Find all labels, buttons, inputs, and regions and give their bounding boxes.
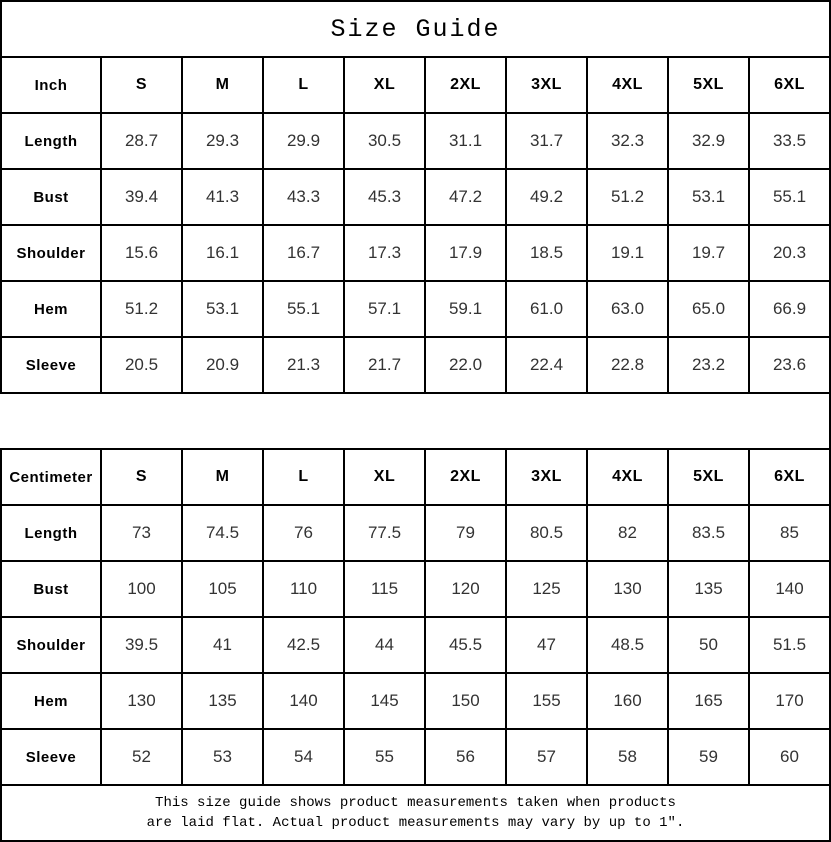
size-value-cell: 53 (182, 729, 263, 785)
size-header-row (1, 449, 830, 505)
table-row (1, 505, 830, 561)
measurement-label-cell: Hem (1, 673, 101, 729)
measurement-label-cell: Length (1, 505, 101, 561)
measurement-label-cell: Shoulder (1, 617, 101, 673)
table-row (1, 617, 830, 673)
size-value-cell: 15.6 (101, 225, 182, 281)
size-value-cell: 41.3 (182, 169, 263, 225)
size-value-cell: 22.4 (506, 337, 587, 393)
size-value-cell: 44 (344, 617, 425, 673)
size-value-cell: 59.1 (425, 281, 506, 337)
size-value-cell: 32.9 (668, 113, 749, 169)
size-value-cell: 125 (506, 561, 587, 617)
size-value-cell: 66.9 (749, 281, 830, 337)
size-value-cell: 20.5 (101, 337, 182, 393)
centimeter-size-table (0, 448, 831, 842)
unit-label-cell: Inch (1, 57, 101, 113)
size-value-cell: 57.1 (344, 281, 425, 337)
size-value-cell: 110 (263, 561, 344, 617)
size-value-cell: 115 (344, 561, 425, 617)
size-value-cell: 73 (101, 505, 182, 561)
size-value-cell: 20.9 (182, 337, 263, 393)
size-value-cell: 55.1 (749, 169, 830, 225)
size-value-cell: 19.7 (668, 225, 749, 281)
size-value-cell: 100 (101, 561, 182, 617)
page-title: Size Guide (1, 1, 830, 57)
size-value-cell: 130 (101, 673, 182, 729)
size-value-cell: 60 (749, 729, 830, 785)
table-gap (0, 394, 831, 448)
size-value-cell: 160 (587, 673, 668, 729)
size-value-cell: 31.1 (425, 113, 506, 169)
size-header-cell: M (182, 57, 263, 113)
size-value-cell: 33.5 (749, 113, 830, 169)
size-value-cell: 57 (506, 729, 587, 785)
measurement-label-cell: Shoulder (1, 225, 101, 281)
size-header-cell: S (101, 57, 182, 113)
size-value-cell: 48.5 (587, 617, 668, 673)
size-value-cell: 130 (587, 561, 668, 617)
size-value-cell: 49.2 (506, 169, 587, 225)
measurement-label-cell: Hem (1, 281, 101, 337)
size-header-cell: L (263, 57, 344, 113)
size-header-cell: 3XL (506, 449, 587, 505)
size-value-cell: 39.4 (101, 169, 182, 225)
size-value-cell: 21.3 (263, 337, 344, 393)
table-row (1, 113, 830, 169)
size-header-cell: 4XL (587, 57, 668, 113)
measurement-label-cell: Bust (1, 561, 101, 617)
note-row (1, 785, 830, 841)
size-header-cell: M (182, 449, 263, 505)
size-value-cell: 42.5 (263, 617, 344, 673)
size-value-cell: 54 (263, 729, 344, 785)
size-value-cell: 77.5 (344, 505, 425, 561)
size-value-cell: 135 (182, 673, 263, 729)
size-value-cell: 29.3 (182, 113, 263, 169)
size-value-cell: 30.5 (344, 113, 425, 169)
size-value-cell: 55.1 (263, 281, 344, 337)
size-header-cell: 4XL (587, 449, 668, 505)
size-value-cell: 39.5 (101, 617, 182, 673)
size-value-cell: 76 (263, 505, 344, 561)
size-header-row (1, 57, 830, 113)
size-header-cell: L (263, 449, 344, 505)
size-value-cell: 120 (425, 561, 506, 617)
size-value-cell: 165 (668, 673, 749, 729)
measurement-label-cell: Sleeve (1, 729, 101, 785)
size-value-cell: 19.1 (587, 225, 668, 281)
size-value-cell: 16.7 (263, 225, 344, 281)
size-header-cell: 2XL (425, 57, 506, 113)
size-value-cell: 20.3 (749, 225, 830, 281)
size-value-cell: 43.3 (263, 169, 344, 225)
size-value-cell: 51.2 (101, 281, 182, 337)
size-value-cell: 50 (668, 617, 749, 673)
size-value-cell: 170 (749, 673, 830, 729)
size-value-cell: 61.0 (506, 281, 587, 337)
size-value-cell: 63.0 (587, 281, 668, 337)
size-value-cell: 135 (668, 561, 749, 617)
size-value-cell: 105 (182, 561, 263, 617)
measurement-label-cell: Length (1, 113, 101, 169)
table-row (1, 337, 830, 393)
table-row (1, 561, 830, 617)
size-value-cell: 79 (425, 505, 506, 561)
size-value-cell: 59 (668, 729, 749, 785)
unit-label-cell: Centimeter (1, 449, 101, 505)
size-header-cell: 2XL (425, 449, 506, 505)
size-value-cell: 29.9 (263, 113, 344, 169)
size-value-cell: 150 (425, 673, 506, 729)
size-value-cell: 47.2 (425, 169, 506, 225)
table-row (1, 729, 830, 785)
size-value-cell: 47 (506, 617, 587, 673)
size-value-cell: 155 (506, 673, 587, 729)
size-value-cell: 21.7 (344, 337, 425, 393)
inch-table-body (1, 57, 830, 393)
centimeter-table-body (1, 449, 830, 785)
size-value-cell: 83.5 (668, 505, 749, 561)
size-value-cell: 45.5 (425, 617, 506, 673)
size-value-cell: 140 (263, 673, 344, 729)
title-row (1, 1, 830, 57)
measurement-label-cell: Bust (1, 169, 101, 225)
table-row (1, 281, 830, 337)
size-value-cell: 16.1 (182, 225, 263, 281)
size-value-cell: 82 (587, 505, 668, 561)
size-value-cell: 23.2 (668, 337, 749, 393)
size-header-cell: 3XL (506, 57, 587, 113)
size-value-cell: 74.5 (182, 505, 263, 561)
size-value-cell: 53.1 (182, 281, 263, 337)
size-header-cell: 6XL (749, 57, 830, 113)
size-value-cell: 51.5 (749, 617, 830, 673)
size-value-cell: 31.7 (506, 113, 587, 169)
inch-size-table (0, 0, 831, 394)
note-line-1: This size guide shows product measurements taken when products (155, 795, 676, 811)
size-value-cell: 22.8 (587, 337, 668, 393)
size-header-cell: 5XL (668, 57, 749, 113)
table-row (1, 673, 830, 729)
measurement-label-cell: Sleeve (1, 337, 101, 393)
size-header-cell: 6XL (749, 449, 830, 505)
size-value-cell: 17.9 (425, 225, 506, 281)
size-value-cell: 53.1 (668, 169, 749, 225)
size-value-cell: 41 (182, 617, 263, 673)
size-value-cell: 52 (101, 729, 182, 785)
size-value-cell: 80.5 (506, 505, 587, 561)
size-value-cell: 58 (587, 729, 668, 785)
size-value-cell: 22.0 (425, 337, 506, 393)
size-value-cell: 18.5 (506, 225, 587, 281)
size-value-cell: 65.0 (668, 281, 749, 337)
size-value-cell: 45.3 (344, 169, 425, 225)
note-line-2: are laid flat. Actual product measurements may vary by up to 1″. (146, 815, 685, 831)
size-value-cell: 17.3 (344, 225, 425, 281)
size-value-cell: 55 (344, 729, 425, 785)
size-value-cell: 28.7 (101, 113, 182, 169)
size-value-cell: 56 (425, 729, 506, 785)
size-header-cell: S (101, 449, 182, 505)
size-value-cell: 23.6 (749, 337, 830, 393)
size-value-cell: 85 (749, 505, 830, 561)
size-header-cell: XL (344, 449, 425, 505)
measurement-note (1, 785, 830, 841)
size-value-cell: 51.2 (587, 169, 668, 225)
size-header-cell: XL (344, 57, 425, 113)
table-row (1, 169, 830, 225)
size-value-cell: 32.3 (587, 113, 668, 169)
size-header-cell: 5XL (668, 449, 749, 505)
table-row (1, 225, 830, 281)
size-value-cell: 145 (344, 673, 425, 729)
size-value-cell: 140 (749, 561, 830, 617)
